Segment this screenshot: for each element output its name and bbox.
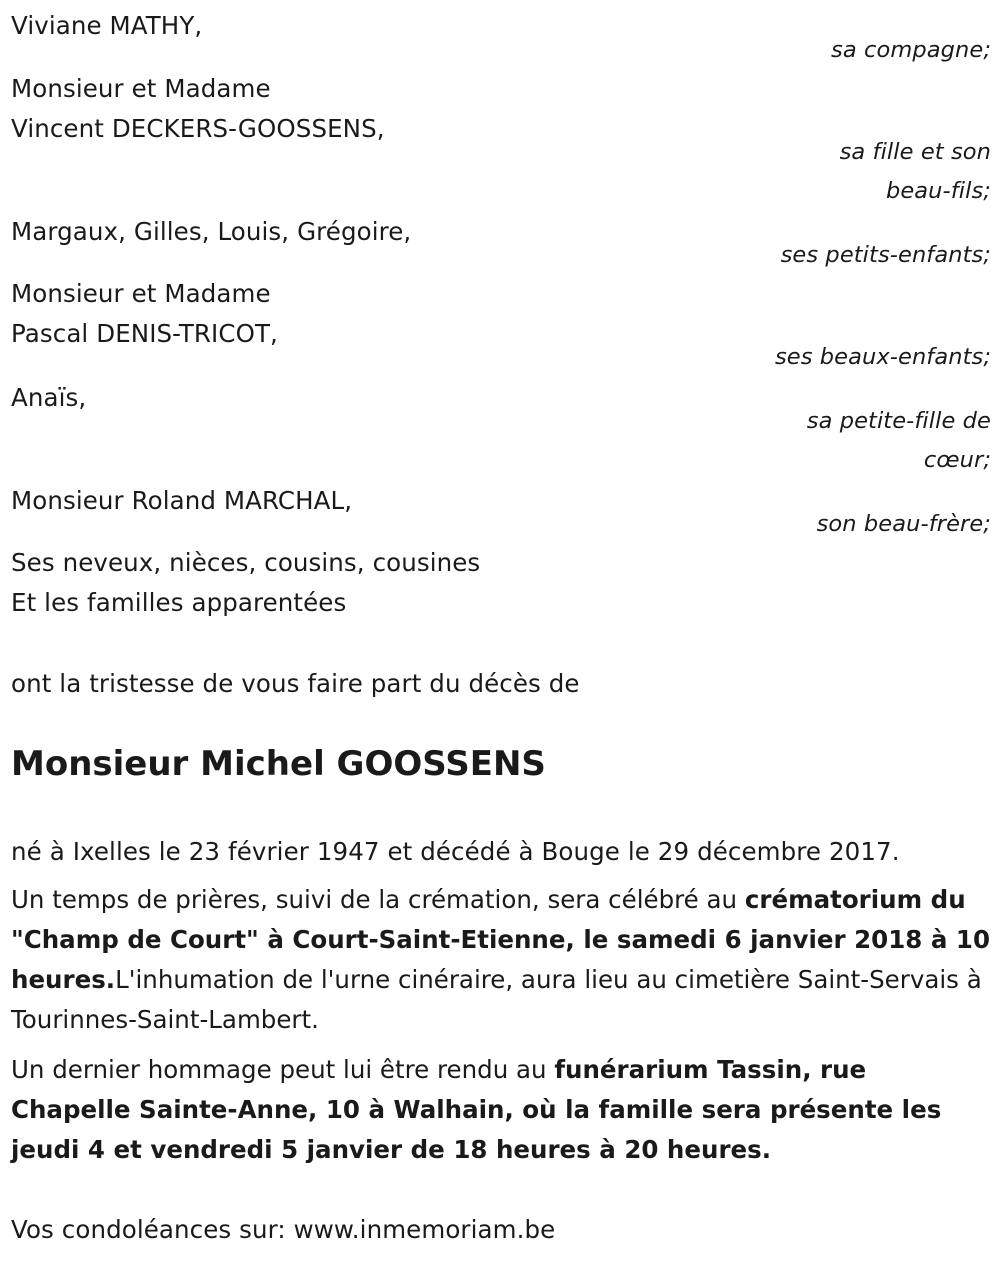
family-line: Viviane MATHY, bbox=[11, 11, 203, 40]
family-line: Pascal DENIS-TRICOT, bbox=[11, 319, 278, 348]
ceremony-inhumation: L'inhumation de l'urne cinéraire, aura lieu au cimetière Saint-Servais à Tourinnes-Saint-Lambert. bbox=[11, 965, 982, 1034]
family-relation: sa fille et son bbox=[839, 139, 991, 165]
family-relation: son beau-frère; bbox=[816, 511, 991, 537]
ceremony-details: crématorium du "Champ de Court" à Court-Saint-Etienne, le samedi 6 janvier 2018 à 10 heures. bbox=[11, 885, 991, 994]
announcement-text: ont la tristesse de vous faire part du décès de bbox=[11, 669, 580, 698]
tribute-details: funérarium Tassin, rue Chapelle Sainte-Anne, 10 à Walhain, où la famille sera présente les jeudi 4 et vendredi 5 janvier de 18 heures à 20 heures. bbox=[11, 1055, 942, 1164]
ceremony-paragraph bbox=[11, 880, 991, 1040]
tribute-intro: Un dernier hommage peut lui être rendu au bbox=[11, 1055, 555, 1084]
family-line: Ses neveux, nièces, cousins, cousines bbox=[11, 548, 481, 577]
family-relation: cœur; bbox=[923, 447, 991, 473]
family-line: Anaïs, bbox=[11, 383, 87, 412]
family-line: Monsieur et Madame bbox=[11, 74, 271, 103]
birth-death-text: né à Ixelles le 23 février 1947 et décédé à Bouge le 29 décembre 2017. bbox=[11, 837, 900, 866]
ceremony-intro: Un temps de prières, suivi de la crémation, sera célébré au bbox=[11, 885, 745, 914]
family-line: Margaux, Gilles, Louis, Grégoire, bbox=[11, 217, 412, 246]
family-line: Et les familles apparentées bbox=[11, 588, 347, 617]
tribute-paragraph bbox=[11, 1050, 991, 1170]
family-relation: beau-fils; bbox=[885, 178, 991, 204]
family-line: Monsieur et Madame bbox=[11, 279, 271, 308]
family-line: Vincent DECKERS-GOOSSENS, bbox=[11, 114, 385, 143]
family-relation: sa compagne; bbox=[831, 37, 991, 63]
deceased-name: Monsieur Michel GOOSSENS bbox=[11, 744, 546, 784]
condolences-text: Vos condoléances sur: www.inmemoriam.be bbox=[11, 1215, 556, 1244]
family-relation: ses petits-enfants; bbox=[780, 242, 991, 268]
family-relation: ses beaux-enfants; bbox=[774, 344, 991, 370]
family-relation: sa petite-fille de bbox=[806, 408, 991, 434]
family-line: Monsieur Roland MARCHAL, bbox=[11, 486, 353, 515]
